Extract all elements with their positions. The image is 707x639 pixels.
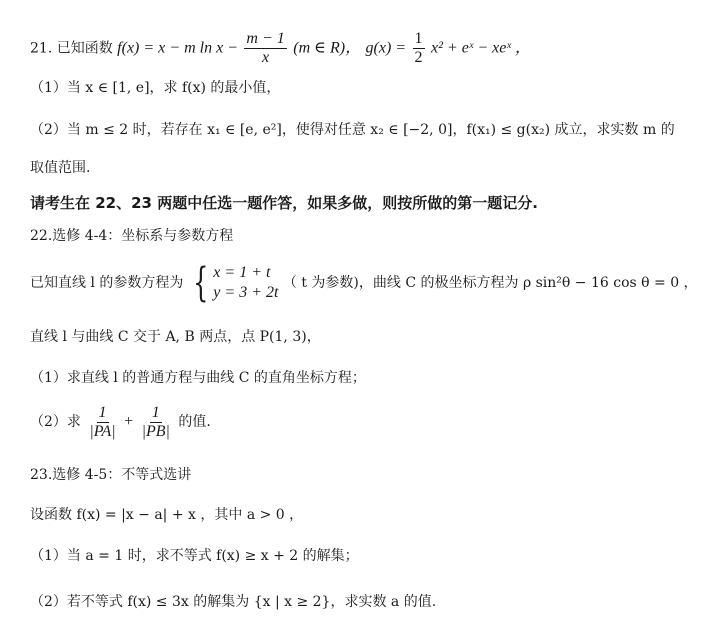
q22-part2 <box>30 402 211 442</box>
q21-fraction-numerator: m − 1 <box>246 30 285 47</box>
q21-g-definition-right: x² + eˣ − xeˣ ， <box>431 39 531 57</box>
q21-g-definition-left: g(x) = <box>365 39 407 57</box>
q22-part2-prefix: （2）求 <box>30 414 81 430</box>
selection-notice: 请考生在 22、23 两题中任选一题作答，如果多做，则按所做的第一题记分. <box>30 194 538 212</box>
q21-fraction <box>244 30 286 67</box>
q22-fraction-pb-denominator: |PB| <box>141 422 170 440</box>
q22-equation-x: x = 1 + t <box>213 264 271 281</box>
q22-fraction-pa <box>87 404 117 441</box>
q22-part1: （1）求直线 l 的普通方程与曲线 C 的直角坐标方程； <box>30 370 366 386</box>
q23-part1: （1）当 a = 1 时，求不等式 f(x) ≥ x + 2 的解集； <box>30 548 359 564</box>
q22-fraction-pb <box>140 404 172 441</box>
q22-stem-after: （ t 为参数)，曲线 C 的极坐标方程为 ρ sin²θ − 16 cos θ = 0 ， <box>282 275 698 291</box>
q22-equations <box>213 263 278 303</box>
q22-fraction-pb-numerator: 1 <box>151 403 160 421</box>
q21-fraction-denominator: x <box>262 49 270 66</box>
q21-f-definition-left: f(x) = x − m ln x − <box>117 39 238 57</box>
q22-title: 22.选修 4-4：坐标系与参数方程 <box>30 228 234 244</box>
q21-g-fraction-denominator: 2 <box>414 49 423 66</box>
q23-title: 23.选修 4-5：不等式选讲 <box>30 467 192 483</box>
q22-equation-y: y = 3 + 2t <box>213 284 279 301</box>
q22-plus-sign: + <box>124 413 134 430</box>
q21-g-fraction-numerator: 1 <box>414 30 423 47</box>
q21-stem <box>30 30 531 67</box>
q21-part2: （2）当 m ≤ 2 时，若存在 x₁ ∈ [e, e²]，使得对任意 x₂ ∈ [−2, 0]，f(x₁) ≤ g(x₂) 成立，求实数 m 的 <box>30 122 675 138</box>
q22-stem <box>30 260 698 306</box>
q22-fraction-pa-denominator: |PA| <box>89 422 116 440</box>
q21-g-fraction <box>413 30 425 67</box>
q22-stem-before: 已知直线 l 的参数方程为 <box>30 275 184 291</box>
q21-number-text: 21. 已知函数 <box>30 40 113 57</box>
q21-part2-continuation: 取值范围. <box>30 160 91 176</box>
q22-part2-suffix: 的值. <box>178 414 211 430</box>
q22-line2: 直线 l 与曲线 C 交于 A, B 两点，点 P(1, 3)， <box>30 329 321 345</box>
q22-parametric-system <box>188 260 279 306</box>
q22-fraction-pa-numerator: 1 <box>98 403 107 421</box>
left-brace-icon: { <box>192 260 209 306</box>
q21-part1: （1）当 x ∈ [1, e]，求 f(x) 的最小值， <box>30 80 281 96</box>
q23-stem: 设函数 f(x) = |x − a| + x ，其中 a > 0 ， <box>30 507 304 523</box>
q23-part2: （2）若不等式 f(x) ≤ 3x 的解集为 {x | x ≥ 2}，求实数 a 的值. <box>30 594 437 610</box>
q21-f-definition-right: (m ∈ R)， <box>293 39 362 57</box>
